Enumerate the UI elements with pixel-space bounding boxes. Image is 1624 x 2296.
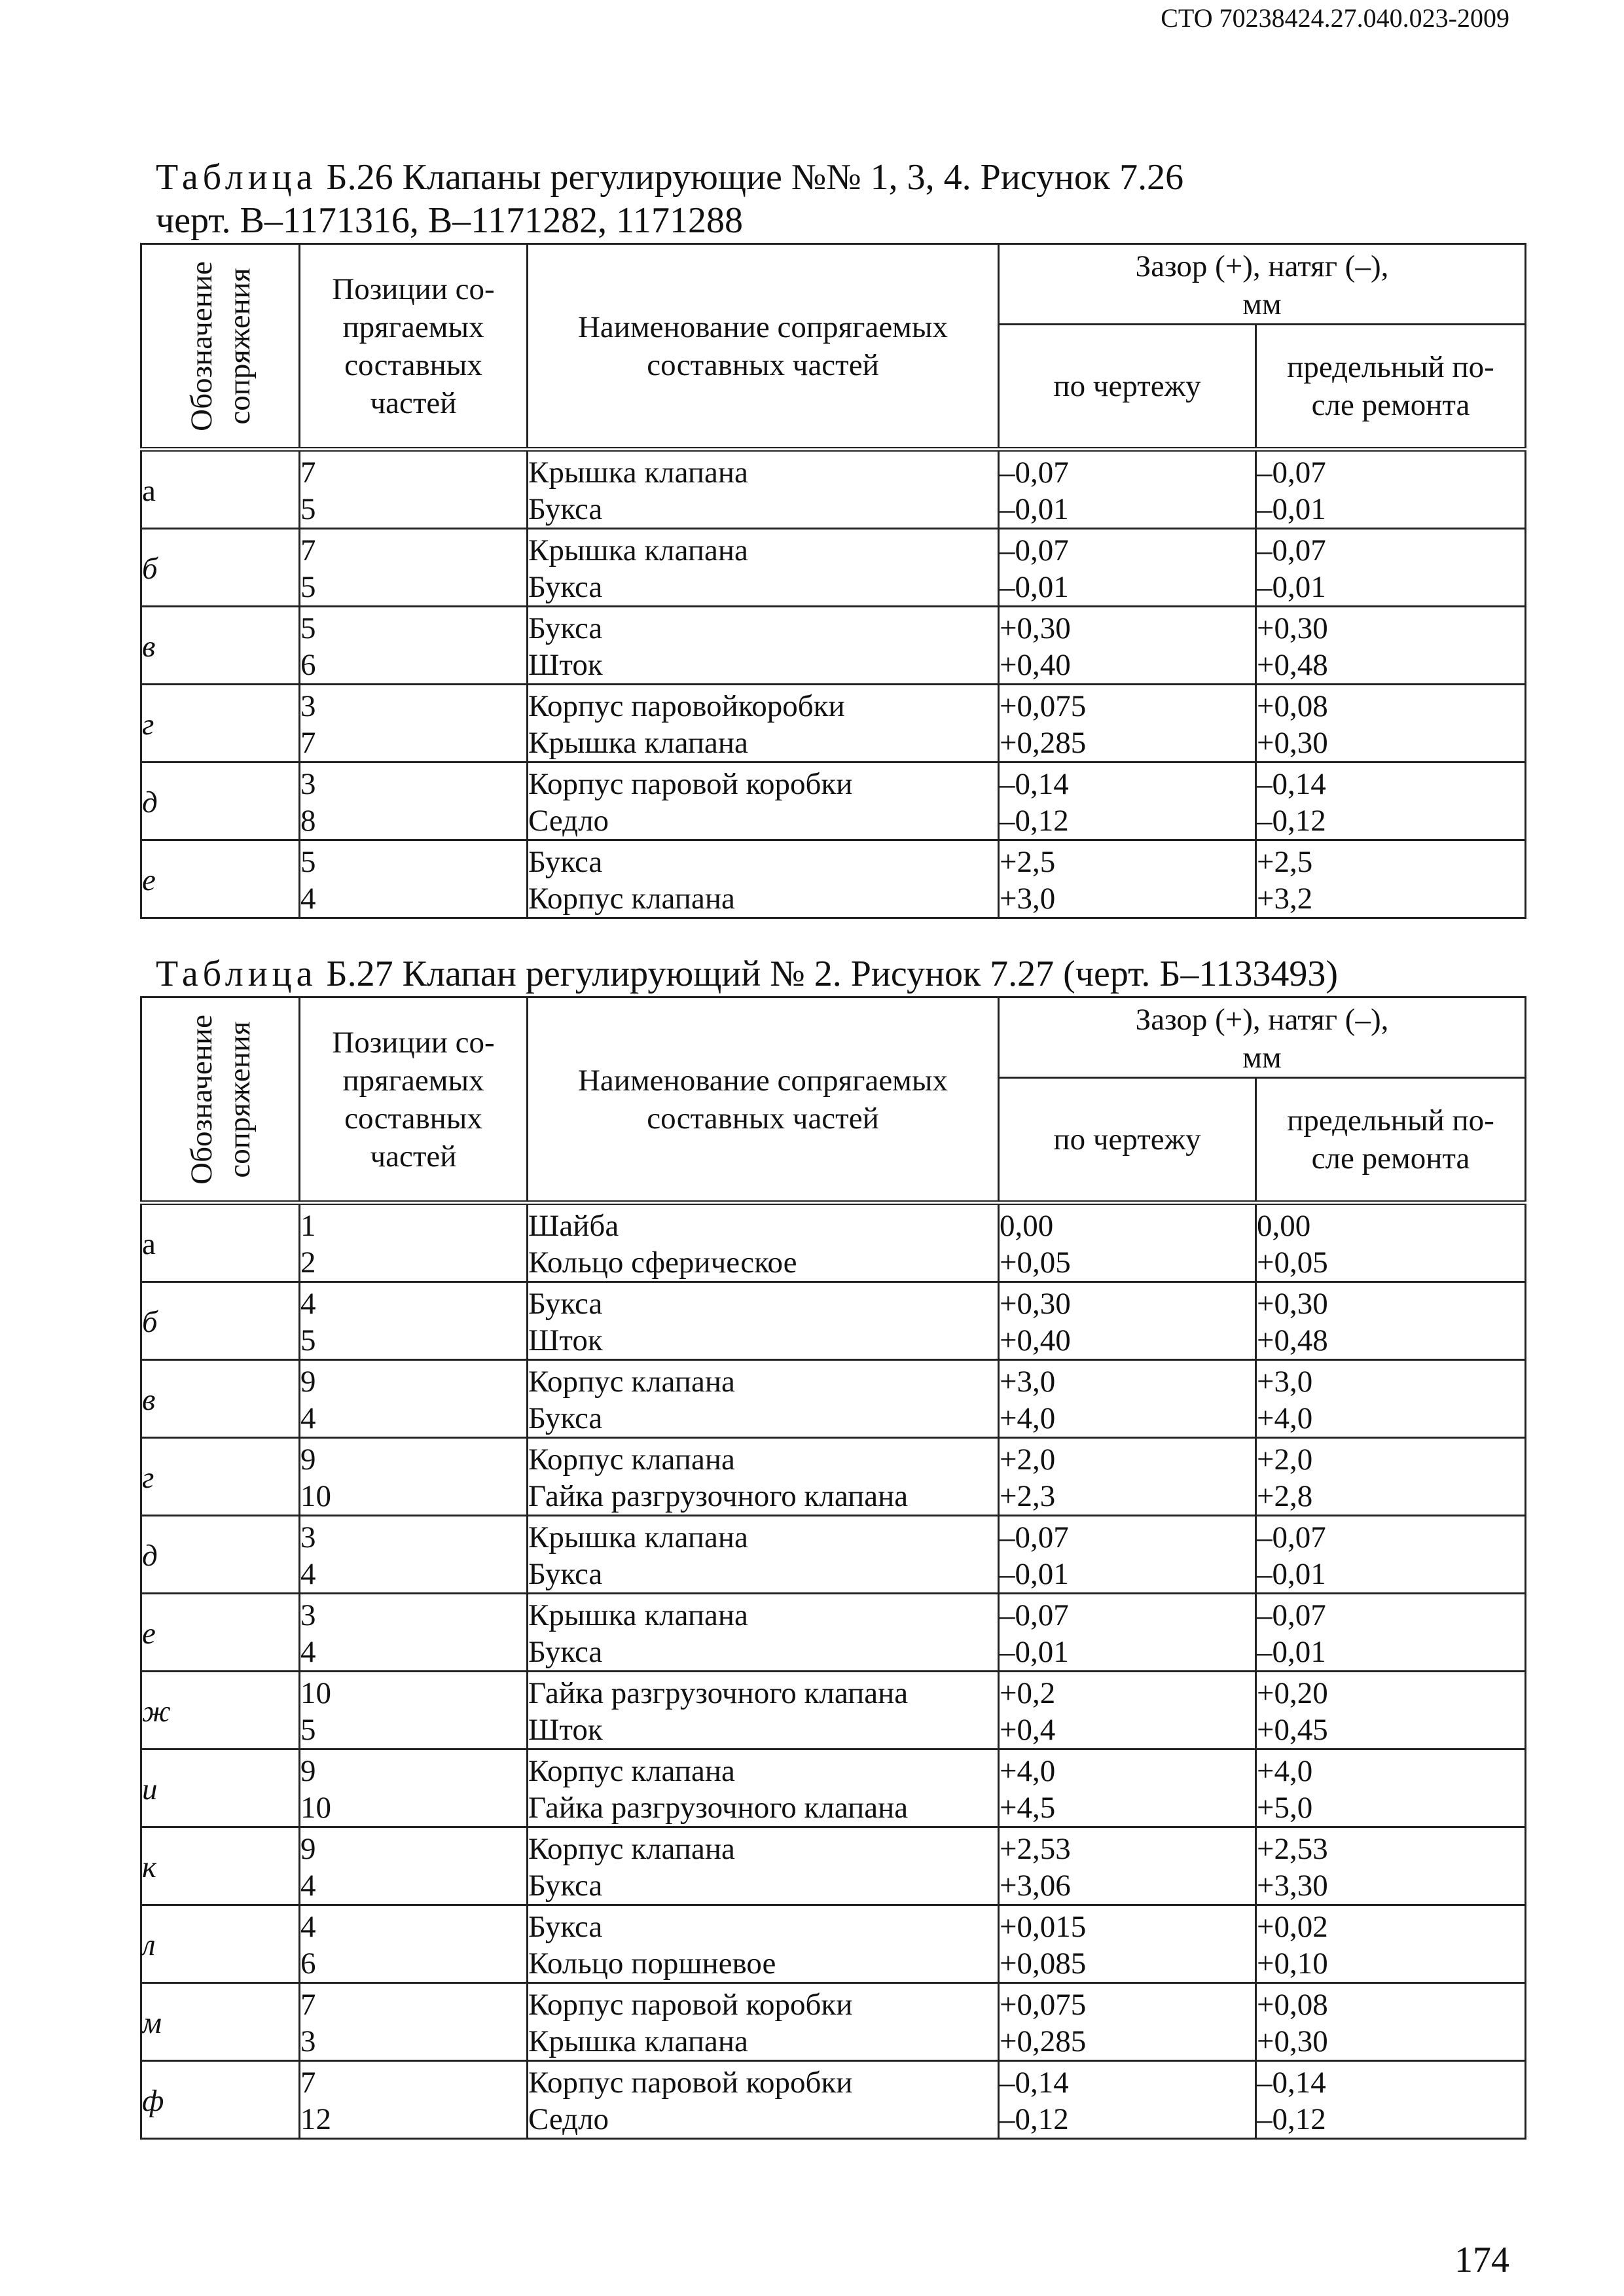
- table-row: [141, 685, 1526, 762]
- table-26: [140, 243, 1526, 919]
- part-names-line: Букса: [528, 492, 603, 526]
- gap-limit-line: +0,48: [1257, 1323, 1328, 1357]
- header-designation: Обозначение сопряжения: [141, 997, 300, 1203]
- part-names: [528, 2061, 999, 2139]
- part-positions: [300, 1983, 528, 2061]
- gap-limit: [1256, 1827, 1526, 1905]
- part-positions: [300, 1827, 528, 1905]
- table-row: [141, 1827, 1526, 1905]
- part-names-line: Кольцо сферическое: [528, 1246, 797, 1280]
- gap-by-drawing-line: +0,05: [1000, 1246, 1071, 1280]
- gap-by-drawing: [999, 607, 1256, 685]
- gap-by-drawing-line: –0,01: [1000, 1635, 1069, 1669]
- part-names-line: Шток: [528, 648, 603, 682]
- part-positions-line: 7: [300, 1988, 316, 2022]
- gap-limit: [1256, 762, 1526, 840]
- table-row: [141, 2061, 1526, 2139]
- part-names-line: Гайка разгрузочного клапана: [528, 1791, 909, 1825]
- joint-designation: д: [141, 1516, 300, 1594]
- part-names-line: Корпус паровой коробки: [528, 1988, 853, 2022]
- gap-by-drawing: [999, 1672, 1256, 1749]
- table-27-caption: [156, 952, 1338, 996]
- gap-limit-line: +5,0: [1257, 1791, 1313, 1825]
- gap-by-drawing-line: +0,075: [1000, 1988, 1087, 2022]
- caption-word: Таблица: [156, 954, 317, 994]
- part-positions-line: 9: [300, 1832, 316, 1866]
- gap-limit-line: –0,12: [1257, 804, 1326, 838]
- part-positions-line: 5: [300, 1713, 316, 1747]
- joint-designation: а: [141, 1203, 300, 1282]
- part-names-line: Седло: [528, 2102, 609, 2136]
- part-positions-line: 8: [300, 804, 316, 838]
- gap-by-drawing: [999, 1360, 1256, 1438]
- gap-limit-line: +0,30: [1257, 1287, 1328, 1321]
- table-row: [141, 1203, 1526, 1282]
- gap-limit-line: +2,8: [1257, 1479, 1313, 1513]
- gap-limit-line: +4,0: [1257, 1754, 1313, 1788]
- part-names-line: Шайба: [528, 1209, 619, 1243]
- part-names-line: Корпус паровойкоробки: [528, 689, 845, 723]
- part-positions-line: 9: [300, 1365, 316, 1399]
- part-positions-line: 10: [300, 1791, 331, 1825]
- part-names: [528, 1749, 999, 1827]
- gap-limit-line: +3,2: [1257, 882, 1313, 916]
- gap-limit-line: –0,12: [1257, 2102, 1326, 2136]
- part-positions-line: 2: [300, 1246, 316, 1280]
- part-names: [528, 1672, 999, 1749]
- part-names-line: Корпус клапана: [528, 1443, 735, 1477]
- part-names: [528, 762, 999, 840]
- gap-limit-line: +0,30: [1257, 726, 1328, 760]
- part-positions-line: 7: [300, 533, 316, 567]
- part-names-line: Шток: [528, 1323, 603, 1357]
- part-names: [528, 529, 999, 607]
- gap-limit-line: +4,0: [1257, 1401, 1313, 1435]
- gap-limit-line: +0,45: [1257, 1713, 1328, 1747]
- gap-limit-line: +2,0: [1257, 1443, 1313, 1477]
- part-positions-line: 5: [300, 492, 316, 526]
- table-row: [141, 529, 1526, 607]
- part-names: [528, 1983, 999, 2061]
- gap-limit-line: –0,07: [1257, 456, 1326, 490]
- part-positions: [300, 1516, 528, 1594]
- header-gap-group: Зазор (+), натяг (–), мм: [999, 244, 1526, 325]
- gap-limit-line: +3,0: [1257, 1365, 1313, 1399]
- part-names: [528, 1282, 999, 1360]
- joint-designation: б: [141, 1282, 300, 1360]
- gap-limit-line: +0,48: [1257, 648, 1328, 682]
- gap-limit-line: +0,05: [1257, 1246, 1328, 1280]
- gap-by-drawing-line: –0,12: [1000, 804, 1069, 838]
- part-names: [528, 840, 999, 918]
- gap-by-drawing: [999, 1203, 1256, 1282]
- joint-designation: е: [141, 1594, 300, 1672]
- gap-limit-line: –0,07: [1257, 1520, 1326, 1554]
- part-names-line: Букса: [528, 570, 603, 604]
- part-positions-line: 5: [300, 845, 316, 879]
- gap-by-drawing-line: +2,3: [1000, 1479, 1056, 1513]
- part-positions-line: 3: [300, 689, 316, 723]
- gap-by-drawing-line: +0,085: [1000, 1946, 1087, 1981]
- header-names: Наименование сопрягаемых составных частей: [528, 997, 999, 1203]
- joint-designation: б: [141, 529, 300, 607]
- part-names-line: Корпус клапана: [528, 1754, 735, 1788]
- caption-text: Б.26 Клапаны регулирующие №№ 1, 3, 4. Рисунок 7.26: [326, 157, 1184, 198]
- part-positions-line: 3: [300, 2024, 316, 2058]
- part-positions-line: 3: [300, 1520, 316, 1554]
- table-row: [141, 1983, 1526, 2061]
- part-names-line: Крышка клапана: [528, 456, 748, 490]
- joint-designation: е: [141, 840, 300, 918]
- part-names-line: Букса: [528, 1635, 603, 1669]
- gap-limit-line: –0,14: [1257, 767, 1326, 801]
- header-by-drawing: по чертежу: [999, 325, 1256, 450]
- part-positions-line: 12: [300, 2102, 331, 2136]
- gap-by-drawing-line: +0,40: [1000, 1323, 1071, 1357]
- part-names-line: Крышка клапана: [528, 533, 748, 567]
- gap-by-drawing: [999, 2061, 1256, 2139]
- part-positions: [300, 1203, 528, 1282]
- part-positions-line: 10: [300, 1676, 331, 1710]
- part-positions: [300, 1282, 528, 1360]
- part-names-line: Гайка разгрузочного клапана: [528, 1676, 909, 1710]
- part-names-line: Букса: [528, 1401, 603, 1435]
- gap-by-drawing-line: +0,285: [1000, 726, 1087, 760]
- gap-limit-line: –0,01: [1257, 1557, 1326, 1591]
- gap-limit-line: –0,01: [1257, 570, 1326, 604]
- gap-limit-line: +3,30: [1257, 1869, 1328, 1903]
- gap-by-drawing-line: +3,0: [1000, 1365, 1056, 1399]
- part-names-line: Гайка разгрузочного клапана: [528, 1479, 909, 1513]
- part-positions-line: 3: [300, 1598, 316, 1632]
- part-names-line: Корпус клапана: [528, 1365, 735, 1399]
- gap-limit: [1256, 529, 1526, 607]
- gap-by-drawing-line: +0,285: [1000, 2024, 1087, 2058]
- gap-by-drawing: [999, 1282, 1256, 1360]
- gap-limit: [1256, 1203, 1526, 1282]
- part-positions-line: 4: [300, 1869, 316, 1903]
- gap-by-drawing: [999, 1749, 1256, 1827]
- part-names: [528, 1203, 999, 1282]
- gap-by-drawing-line: 0,00: [1000, 1209, 1054, 1243]
- gap-limit-line: +2,53: [1257, 1832, 1328, 1866]
- part-names-line: Букса: [528, 845, 603, 879]
- gap-by-drawing-line: –0,01: [1000, 1557, 1069, 1591]
- gap-by-drawing-line: +4,5: [1000, 1791, 1056, 1825]
- table-row: [141, 762, 1526, 840]
- gap-limit: [1256, 840, 1526, 918]
- document-code: СТО 70238424.27.040.023-2009: [1161, 3, 1509, 33]
- gap-limit: [1256, 1983, 1526, 2061]
- part-names: [528, 1438, 999, 1516]
- part-positions: [300, 1672, 528, 1749]
- gap-limit: [1256, 1360, 1526, 1438]
- part-names-line: Букса: [528, 1869, 603, 1903]
- joint-designation: л: [141, 1905, 300, 1983]
- part-positions: [300, 1749, 528, 1827]
- gap-by-drawing: [999, 1905, 1256, 1983]
- gap-by-drawing-line: +0,015: [1000, 1910, 1087, 1944]
- gap-by-drawing-line: –0,07: [1000, 456, 1069, 490]
- part-names: [528, 1516, 999, 1594]
- gap-limit-line: +0,20: [1257, 1676, 1328, 1710]
- gap-limit-line: –0,07: [1257, 1598, 1326, 1632]
- gap-by-drawing-line: –0,07: [1000, 533, 1069, 567]
- table-row: [141, 1672, 1526, 1749]
- part-names: [528, 1594, 999, 1672]
- part-positions-line: 4: [300, 1557, 316, 1591]
- joint-designation: к: [141, 1827, 300, 1905]
- part-names-line: Шток: [528, 1713, 603, 1747]
- gap-by-drawing: [999, 840, 1256, 918]
- gap-limit: [1256, 1905, 1526, 1983]
- gap-limit: [1256, 1749, 1526, 1827]
- part-positions-line: 7: [300, 2066, 316, 2100]
- part-positions: [300, 1905, 528, 1983]
- gap-limit-line: +0,02: [1257, 1910, 1328, 1944]
- part-positions: [300, 1360, 528, 1438]
- part-positions-line: 9: [300, 1754, 316, 1788]
- table-row: [141, 1594, 1526, 1672]
- gap-by-drawing: [999, 1516, 1256, 1594]
- caption-drawings: черт. В–1171316, В–1171282, 1171288: [156, 200, 744, 241]
- gap-by-drawing: [999, 450, 1256, 529]
- gap-by-drawing-line: +4,0: [1000, 1401, 1056, 1435]
- header-designation: Обозначение сопряжения: [141, 244, 300, 450]
- part-names-line: Крышка клапана: [528, 2024, 748, 2058]
- table-row: [141, 1749, 1526, 1827]
- part-names-line: Корпус паровой коробки: [528, 2066, 853, 2100]
- gap-by-drawing-line: –0,07: [1000, 1520, 1069, 1554]
- table-row: [141, 1516, 1526, 1594]
- joint-designation: ж: [141, 1672, 300, 1749]
- table-row: [141, 1438, 1526, 1516]
- part-positions: [300, 450, 528, 529]
- gap-limit: [1256, 1516, 1526, 1594]
- gap-by-drawing-line: +0,30: [1000, 611, 1071, 645]
- part-positions-line: 9: [300, 1443, 316, 1477]
- gap-by-drawing-line: +2,53: [1000, 1832, 1071, 1866]
- gap-by-drawing-line: +2,0: [1000, 1443, 1056, 1477]
- part-positions-line: 3: [300, 767, 316, 801]
- part-names: [528, 685, 999, 762]
- part-positions: [300, 685, 528, 762]
- part-positions: [300, 607, 528, 685]
- gap-limit-line: –0,07: [1257, 533, 1326, 567]
- part-positions-line: 4: [300, 882, 316, 916]
- part-positions-line: 7: [300, 726, 316, 760]
- gap-by-drawing-line: +3,0: [1000, 882, 1056, 916]
- gap-limit-line: +0,08: [1257, 1988, 1328, 2022]
- part-names-line: Букса: [528, 1910, 603, 1944]
- joint-designation: в: [141, 1360, 300, 1438]
- gap-by-drawing-line: –0,14: [1000, 767, 1069, 801]
- gap-limit: [1256, 450, 1526, 529]
- part-positions-line: 6: [300, 1946, 316, 1981]
- part-positions-line: 5: [300, 611, 316, 645]
- part-positions: [300, 1594, 528, 1672]
- joint-designation: в: [141, 607, 300, 685]
- gap-by-drawing: [999, 1594, 1256, 1672]
- part-positions: [300, 2061, 528, 2139]
- gap-by-drawing-line: +0,2: [1000, 1676, 1056, 1710]
- gap-by-drawing-line: +0,075: [1000, 689, 1087, 723]
- part-positions: [300, 529, 528, 607]
- gap-limit-line: –0,01: [1257, 1635, 1326, 1669]
- gap-limit-line: +0,10: [1257, 1946, 1328, 1981]
- gap-limit-line: –0,01: [1257, 492, 1326, 526]
- gap-limit-line: +0,08: [1257, 689, 1328, 723]
- table-row: [141, 607, 1526, 685]
- gap-by-drawing: [999, 1438, 1256, 1516]
- gap-limit-line: +0,30: [1257, 2024, 1328, 2058]
- part-positions-line: 4: [300, 1401, 316, 1435]
- header-gap-group: Зазор (+), натяг (–), мм: [999, 997, 1526, 1078]
- gap-by-drawing-line: –0,01: [1000, 570, 1069, 604]
- gap-by-drawing-line: –0,12: [1000, 2102, 1069, 2136]
- part-positions-line: 4: [300, 1635, 316, 1669]
- part-names-line: Крышка клапана: [528, 1520, 748, 1554]
- table-26-caption: [156, 156, 1183, 242]
- header-positions: Позиции со- прягаемых составных частей: [300, 997, 528, 1203]
- part-names: [528, 450, 999, 529]
- table-27: [140, 996, 1526, 2140]
- table-row: [141, 1282, 1526, 1360]
- gap-by-drawing: [999, 1827, 1256, 1905]
- gap-by-drawing-line: –0,14: [1000, 2066, 1069, 2100]
- gap-by-drawing-line: +0,30: [1000, 1287, 1071, 1321]
- gap-limit-line: +2,5: [1257, 845, 1313, 879]
- part-positions-line: 4: [300, 1287, 316, 1321]
- header-positions: Позиции со- прягаемых составных частей: [300, 244, 528, 450]
- gap-limit: [1256, 1282, 1526, 1360]
- gap-by-drawing-line: +0,4: [1000, 1713, 1056, 1747]
- gap-by-drawing-line: –0,07: [1000, 1598, 1069, 1632]
- part-positions-line: 4: [300, 1910, 316, 1944]
- part-positions-line: 1: [300, 1209, 316, 1243]
- part-names-line: Седло: [528, 804, 609, 838]
- caption-word: Таблица: [156, 157, 317, 198]
- part-positions-line: 10: [300, 1479, 331, 1513]
- table-row: [141, 840, 1526, 918]
- part-names-line: Корпус клапана: [528, 882, 735, 916]
- part-names-line: Крышка клапана: [528, 726, 748, 760]
- gap-by-drawing: [999, 529, 1256, 607]
- part-names: [528, 1827, 999, 1905]
- joint-designation: м: [141, 1983, 300, 2061]
- part-positions-line: 5: [300, 570, 316, 604]
- gap-limit: [1256, 1672, 1526, 1749]
- gap-by-drawing-line: –0,01: [1000, 492, 1069, 526]
- joint-designation: г: [141, 1438, 300, 1516]
- joint-designation: и: [141, 1749, 300, 1827]
- part-positions: [300, 1438, 528, 1516]
- joint-designation: ф: [141, 2061, 300, 2139]
- header-limit: предельный по- сле ремонта: [1256, 1078, 1526, 1203]
- joint-designation: г: [141, 685, 300, 762]
- part-names-line: Крышка клапана: [528, 1598, 748, 1632]
- gap-by-drawing-line: +2,5: [1000, 845, 1056, 879]
- header-by-drawing: по чертежу: [999, 1078, 1256, 1203]
- part-names-line: Букса: [528, 1287, 603, 1321]
- gap-limit-line: +0,30: [1257, 611, 1328, 645]
- gap-limit: [1256, 1594, 1526, 1672]
- table-row: [141, 450, 1526, 529]
- gap-limit: [1256, 685, 1526, 762]
- part-names: [528, 1360, 999, 1438]
- part-names-line: Корпус паровой коробки: [528, 767, 853, 801]
- gap-by-drawing: [999, 685, 1256, 762]
- gap-limit-line: –0,14: [1257, 2066, 1326, 2100]
- part-names-line: Букса: [528, 611, 603, 645]
- part-names-line: Букса: [528, 1557, 603, 1591]
- table-row: [141, 1905, 1526, 1983]
- part-positions: [300, 762, 528, 840]
- part-positions-line: 5: [300, 1323, 316, 1357]
- gap-by-drawing-line: +0,40: [1000, 648, 1071, 682]
- gap-by-drawing-line: +3,06: [1000, 1869, 1071, 1903]
- gap-limit: [1256, 2061, 1526, 2139]
- part-positions-line: 6: [300, 648, 316, 682]
- caption-text: Б.27 Клапан регулирующий № 2. Рисунок 7.27 (черт. Б–1133493): [326, 954, 1339, 994]
- part-names-line: Корпус клапана: [528, 1832, 735, 1866]
- header-limit: предельный по- сле ремонта: [1256, 325, 1526, 450]
- part-positions: [300, 840, 528, 918]
- gap-limit: [1256, 607, 1526, 685]
- gap-by-drawing: [999, 762, 1256, 840]
- gap-limit-line: 0,00: [1257, 1209, 1311, 1243]
- table-row: [141, 1360, 1526, 1438]
- gap-limit: [1256, 1438, 1526, 1516]
- part-positions-line: 7: [300, 456, 316, 490]
- gap-by-drawing: [999, 1983, 1256, 2061]
- part-names-line: Кольцо поршневое: [528, 1946, 776, 1981]
- header-names: Наименование сопрягаемых составных частей: [528, 244, 999, 450]
- page-number: 174: [1454, 2240, 1509, 2280]
- gap-by-drawing-line: +4,0: [1000, 1754, 1056, 1788]
- part-names: [528, 607, 999, 685]
- part-names: [528, 1905, 999, 1983]
- joint-designation: а: [141, 450, 300, 529]
- joint-designation: д: [141, 762, 300, 840]
